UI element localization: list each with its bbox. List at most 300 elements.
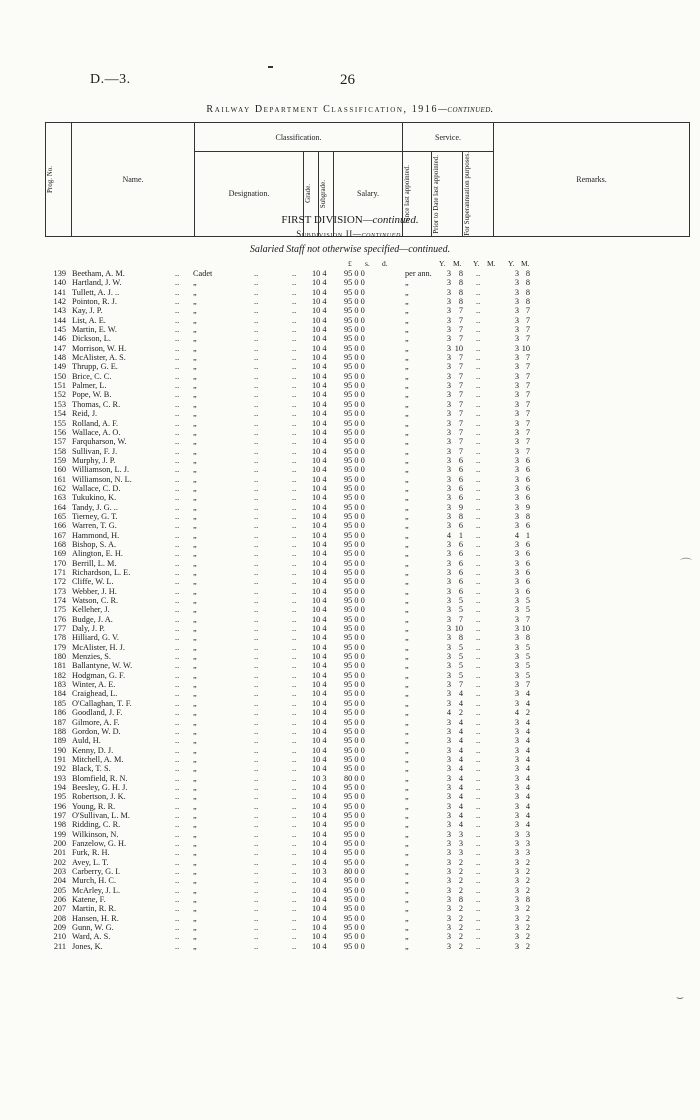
staff-name: Williamson, L. J. bbox=[72, 465, 130, 475]
superannuation-months: 7 bbox=[525, 353, 530, 363]
salary: 95 0 0 bbox=[344, 353, 365, 363]
leader-dots: .. bbox=[476, 932, 481, 942]
since-last-years: 3 bbox=[446, 539, 451, 549]
header-subgrade: Subgrade. bbox=[319, 152, 334, 237]
table-row bbox=[0, 633, 700, 642]
designation: „ bbox=[193, 708, 197, 718]
designation: „ bbox=[193, 483, 197, 493]
designation: „ bbox=[193, 792, 197, 802]
grade-subgrade: 10 4 bbox=[312, 633, 327, 643]
prog-number: 143 bbox=[53, 306, 66, 316]
table-row bbox=[0, 362, 700, 371]
superannuation-months: 7 bbox=[525, 399, 530, 409]
leader-dots: .. bbox=[254, 427, 259, 437]
since-last-months: 9 bbox=[458, 502, 463, 512]
since-last-years: 3 bbox=[446, 726, 451, 736]
superannuation-months: 7 bbox=[525, 315, 530, 325]
since-last-years: 3 bbox=[446, 502, 451, 512]
table-row bbox=[0, 792, 700, 801]
superannuation-years: 3 bbox=[514, 810, 519, 820]
table-row bbox=[0, 746, 700, 755]
staff-name: McAlister, A. S. bbox=[72, 353, 126, 363]
prog-number: 141 bbox=[53, 287, 66, 297]
salary: 95 0 0 bbox=[344, 278, 365, 288]
leader-dots: .. bbox=[292, 764, 297, 774]
leader-dots: .. bbox=[175, 614, 180, 624]
leader-dots: .. bbox=[476, 801, 481, 811]
superannuation-years: 3 bbox=[514, 661, 519, 671]
since-last-years: 3 bbox=[446, 362, 451, 372]
table-row bbox=[0, 577, 700, 586]
prog-number: 173 bbox=[53, 586, 66, 596]
unit-shilling: s. bbox=[365, 259, 370, 268]
prog-number: 207 bbox=[53, 904, 66, 914]
staff-suffix: —continued. bbox=[399, 244, 451, 255]
prog-number: 205 bbox=[53, 885, 66, 895]
since-last-months: 2 bbox=[458, 876, 463, 886]
superannuation-years: 3 bbox=[514, 820, 519, 830]
since-last-years: 3 bbox=[446, 521, 451, 531]
designation: „ bbox=[193, 306, 197, 316]
leader-dots: .. bbox=[254, 689, 259, 699]
superannuation-months: 10 bbox=[521, 624, 530, 634]
since-last-months: 4 bbox=[458, 773, 463, 783]
salary-period: „ bbox=[405, 511, 409, 521]
grade-subgrade: 10 4 bbox=[312, 642, 327, 652]
leader-dots: .. bbox=[254, 343, 259, 353]
staff-name: Brice, C. C. bbox=[72, 371, 112, 381]
grade-subgrade: 10 4 bbox=[312, 549, 327, 559]
since-last-years: 3 bbox=[446, 680, 451, 690]
staff-name: Hansen, H. R. bbox=[72, 913, 119, 923]
superannuation-months: 7 bbox=[525, 418, 530, 428]
superannuation-years: 3 bbox=[514, 549, 519, 559]
leader-dots: .. bbox=[175, 867, 180, 876]
staff-name: Warren, T. G. bbox=[72, 521, 117, 531]
designation: „ bbox=[193, 820, 197, 830]
prog-number: 150 bbox=[53, 371, 66, 381]
leader-dots: .. bbox=[476, 661, 481, 671]
staff-name: Goodland, J. F. bbox=[72, 708, 123, 718]
designation: „ bbox=[193, 913, 197, 923]
leader-dots: .. bbox=[476, 923, 481, 933]
grade-subgrade: 10 4 bbox=[312, 325, 327, 335]
superannuation-years: 3 bbox=[514, 521, 519, 531]
salary-period: „ bbox=[405, 848, 409, 858]
superannuation-years: 3 bbox=[514, 801, 519, 811]
leader-dots: .. bbox=[254, 446, 259, 456]
grade-subgrade: 10 4 bbox=[312, 334, 327, 344]
leader-dots: .. bbox=[292, 754, 297, 764]
leader-dots: .. bbox=[175, 633, 180, 643]
since-last-years: 3 bbox=[446, 717, 451, 727]
table-row bbox=[0, 708, 700, 717]
leader-dots: .. bbox=[292, 596, 297, 606]
salary-period: „ bbox=[405, 521, 409, 531]
designation: „ bbox=[193, 614, 197, 624]
unit-years-super: Y. bbox=[508, 259, 515, 268]
staff-name: Murphy, J. P. bbox=[72, 455, 116, 465]
prog-number: 188 bbox=[53, 726, 66, 736]
superannuation-months: 7 bbox=[525, 371, 530, 381]
superannuation-years: 3 bbox=[514, 792, 519, 802]
leader-dots: .. bbox=[292, 269, 297, 278]
leader-dots: .. bbox=[292, 680, 297, 690]
leader-dots: .. bbox=[292, 941, 297, 951]
leader-dots: .. bbox=[476, 838, 481, 848]
salary: 95 0 0 bbox=[344, 923, 365, 933]
superannuation-years: 3 bbox=[514, 624, 519, 634]
superannuation-years: 3 bbox=[514, 754, 519, 764]
table-row bbox=[0, 596, 700, 605]
salary: 95 0 0 bbox=[344, 838, 365, 848]
superannuation-months: 4 bbox=[525, 820, 530, 830]
leader-dots: .. bbox=[254, 409, 259, 419]
since-last-years: 3 bbox=[446, 736, 451, 746]
leader-dots: .. bbox=[254, 306, 259, 316]
grade-subgrade: 10 4 bbox=[312, 895, 327, 905]
table-row bbox=[0, 587, 700, 596]
grade-subgrade: 10 4 bbox=[312, 904, 327, 914]
since-last-years: 3 bbox=[446, 867, 451, 876]
leader-dots: .. bbox=[476, 371, 481, 381]
prog-number: 181 bbox=[53, 661, 66, 671]
salary-period: „ bbox=[405, 381, 409, 391]
leader-dots: .. bbox=[254, 857, 259, 867]
leader-dots: .. bbox=[292, 427, 297, 437]
superannuation-months: 6 bbox=[525, 558, 530, 568]
prog-number: 175 bbox=[53, 605, 66, 615]
table-row bbox=[0, 484, 700, 493]
superannuation-months: 6 bbox=[525, 577, 530, 587]
superannuation-months: 4 bbox=[525, 773, 530, 783]
table-row bbox=[0, 718, 700, 727]
salary: 95 0 0 bbox=[344, 586, 365, 596]
superannuation-months: 6 bbox=[525, 539, 530, 549]
leader-dots: .. bbox=[254, 941, 259, 951]
table-row bbox=[0, 727, 700, 736]
grade-subgrade: 10 4 bbox=[312, 596, 327, 606]
prog-number: 144 bbox=[53, 315, 66, 325]
superannuation-months: 8 bbox=[525, 287, 530, 297]
leader-dots: .. bbox=[476, 913, 481, 923]
since-last-months: 4 bbox=[458, 689, 463, 699]
leader-dots: .. bbox=[254, 437, 259, 447]
salary: 95 0 0 bbox=[344, 455, 365, 465]
superannuation-years: 3 bbox=[514, 371, 519, 381]
leader-dots: .. bbox=[292, 624, 297, 634]
salary: 80 0 0 bbox=[344, 867, 365, 876]
prog-number: 153 bbox=[53, 399, 66, 409]
prog-number: 182 bbox=[53, 670, 66, 680]
superannuation-months: 4 bbox=[525, 736, 530, 746]
grade-subgrade: 10 4 bbox=[312, 530, 327, 540]
superannuation-months: 2 bbox=[525, 857, 530, 867]
since-last-months: 5 bbox=[458, 596, 463, 606]
since-last-months: 4 bbox=[458, 726, 463, 736]
leader-dots: .. bbox=[254, 362, 259, 372]
since-last-years: 3 bbox=[446, 857, 451, 867]
leader-dots: .. bbox=[476, 596, 481, 606]
salary: 95 0 0 bbox=[344, 306, 365, 316]
grade-subgrade: 10 4 bbox=[312, 586, 327, 596]
staff-name: Gilmore, A. F. bbox=[72, 717, 120, 727]
superannuation-months: 5 bbox=[525, 596, 530, 606]
superannuation-years: 4 bbox=[514, 530, 519, 540]
since-last-years: 3 bbox=[446, 399, 451, 409]
staff-name: Morrison, W. H. bbox=[72, 343, 127, 353]
salary-period: „ bbox=[405, 586, 409, 596]
salary-period: „ bbox=[405, 642, 409, 652]
superannuation-months: 3 bbox=[525, 838, 530, 848]
leader-dots: .. bbox=[254, 530, 259, 540]
leader-dots: .. bbox=[254, 474, 259, 484]
leader-dots: .. bbox=[175, 343, 180, 353]
leader-dots: .. bbox=[175, 726, 180, 736]
grade-subgrade: 10 4 bbox=[312, 652, 327, 662]
since-last-months: 10 bbox=[454, 624, 463, 634]
prog-number: 172 bbox=[53, 577, 66, 587]
superannuation-years: 3 bbox=[514, 633, 519, 643]
subdivision-heading bbox=[0, 229, 700, 239]
salary: 95 0 0 bbox=[344, 530, 365, 540]
leader-dots: .. bbox=[292, 642, 297, 652]
designation: Cadet bbox=[193, 269, 213, 278]
table-row bbox=[0, 437, 700, 446]
since-last-years: 3 bbox=[446, 269, 451, 278]
superannuation-months: 8 bbox=[525, 633, 530, 643]
leader-dots: .. bbox=[476, 717, 481, 727]
designation: „ bbox=[193, 698, 197, 708]
designation: „ bbox=[193, 829, 197, 839]
table-row bbox=[0, 904, 700, 913]
subdivision-title: Subdivision II bbox=[296, 229, 353, 239]
leader-dots: .. bbox=[254, 726, 259, 736]
leader-dots: .. bbox=[254, 381, 259, 391]
since-last-months: 7 bbox=[458, 409, 463, 419]
designation: „ bbox=[193, 427, 197, 437]
grade-subgrade: 10 4 bbox=[312, 511, 327, 521]
leader-dots: .. bbox=[254, 652, 259, 662]
leader-dots: .. bbox=[292, 605, 297, 615]
leader-dots: .. bbox=[254, 773, 259, 783]
superannuation-years: 3 bbox=[514, 381, 519, 391]
superannuation-months: 7 bbox=[525, 427, 530, 437]
leader-dots: .. bbox=[254, 792, 259, 802]
table-row bbox=[0, 886, 700, 895]
leader-dots: .. bbox=[175, 745, 180, 755]
leader-dots: .. bbox=[476, 754, 481, 764]
since-last-years: 3 bbox=[446, 838, 451, 848]
leader-dots: .. bbox=[292, 446, 297, 456]
table-row bbox=[0, 493, 700, 502]
header-remarks: Remarks. bbox=[494, 123, 690, 237]
leader-dots: .. bbox=[175, 455, 180, 465]
leader-dots: .. bbox=[254, 558, 259, 568]
grade-subgrade: 10 4 bbox=[312, 465, 327, 475]
leader-dots: .. bbox=[254, 390, 259, 400]
since-last-months: 7 bbox=[458, 325, 463, 335]
designation: „ bbox=[193, 465, 197, 475]
salary-period: „ bbox=[405, 399, 409, 409]
since-last-months: 2 bbox=[458, 923, 463, 933]
salary: 95 0 0 bbox=[344, 325, 365, 335]
staff-name: Farquharson, W. bbox=[72, 437, 127, 447]
prog-number: 162 bbox=[53, 483, 66, 493]
table-row bbox=[0, 680, 700, 689]
leader-dots: .. bbox=[292, 698, 297, 708]
staff-name: Martin, E. W. bbox=[72, 325, 117, 335]
table-row bbox=[0, 419, 700, 428]
prog-number: 191 bbox=[53, 754, 66, 764]
leader-dots: .. bbox=[476, 343, 481, 353]
leader-dots: .. bbox=[175, 325, 180, 335]
salary-period: „ bbox=[405, 530, 409, 540]
prog-number: 145 bbox=[53, 325, 66, 335]
leader-dots: .. bbox=[175, 782, 180, 792]
salary: 95 0 0 bbox=[344, 848, 365, 858]
prog-number: 202 bbox=[53, 857, 66, 867]
leader-dots: .. bbox=[175, 885, 180, 895]
leader-dots: .. bbox=[175, 829, 180, 839]
superannuation-months: 2 bbox=[525, 904, 530, 914]
salary: 95 0 0 bbox=[344, 474, 365, 484]
prog-number: 159 bbox=[53, 455, 66, 465]
leader-dots: .. bbox=[292, 343, 297, 353]
since-last-months: 4 bbox=[458, 764, 463, 774]
grade-subgrade: 10 4 bbox=[312, 923, 327, 933]
table-row bbox=[0, 344, 700, 353]
prog-number: 171 bbox=[53, 568, 66, 577]
salary-period: „ bbox=[405, 437, 409, 447]
designation: „ bbox=[193, 437, 197, 447]
salary-period: „ bbox=[405, 754, 409, 764]
grade-subgrade: 10 4 bbox=[312, 315, 327, 325]
designation: „ bbox=[193, 895, 197, 905]
salary: 95 0 0 bbox=[344, 670, 365, 680]
grade-subgrade: 10 4 bbox=[312, 483, 327, 493]
salary: 95 0 0 bbox=[344, 633, 365, 643]
designation: „ bbox=[193, 297, 197, 307]
unit-months-prior: M. bbox=[487, 259, 496, 268]
table-row bbox=[0, 867, 700, 876]
designation: „ bbox=[193, 409, 197, 419]
table-row bbox=[0, 269, 700, 278]
salary: 95 0 0 bbox=[344, 652, 365, 662]
since-last-months: 4 bbox=[458, 801, 463, 811]
grade-subgrade: 10 4 bbox=[312, 754, 327, 764]
division-title: FIRST DIVISION bbox=[281, 214, 363, 226]
leader-dots: .. bbox=[292, 895, 297, 905]
grade-subgrade: 10 4 bbox=[312, 427, 327, 437]
leader-dots: .. bbox=[476, 829, 481, 839]
since-last-years: 3 bbox=[446, 493, 451, 503]
superannuation-months: 2 bbox=[525, 923, 530, 933]
since-last-months: 7 bbox=[458, 353, 463, 363]
prog-number: 139 bbox=[53, 269, 66, 278]
staff-name: Kenny, D. J. bbox=[72, 745, 114, 755]
prog-number: 204 bbox=[53, 876, 66, 886]
table-row bbox=[0, 353, 700, 362]
since-last-months: 5 bbox=[458, 670, 463, 680]
salary-period: „ bbox=[405, 745, 409, 755]
designation: „ bbox=[193, 661, 197, 671]
leader-dots: .. bbox=[292, 399, 297, 409]
since-last-years: 3 bbox=[446, 381, 451, 391]
since-last-months: 5 bbox=[458, 605, 463, 615]
salary: 95 0 0 bbox=[344, 577, 365, 587]
grade-subgrade: 10 4 bbox=[312, 829, 327, 839]
leader-dots: .. bbox=[175, 736, 180, 746]
prog-number: 185 bbox=[53, 698, 66, 708]
grade-subgrade: 10 4 bbox=[312, 418, 327, 428]
leader-dots: .. bbox=[254, 932, 259, 942]
superannuation-years: 3 bbox=[514, 764, 519, 774]
leader-dots: .. bbox=[254, 399, 259, 409]
staff-name: Black, T. S. bbox=[72, 764, 111, 774]
leader-dots: .. bbox=[254, 661, 259, 671]
since-last-years: 3 bbox=[446, 885, 451, 895]
superannuation-years: 3 bbox=[514, 773, 519, 783]
prog-number: 157 bbox=[53, 437, 66, 447]
designation: „ bbox=[193, 521, 197, 531]
since-last-years: 3 bbox=[446, 614, 451, 624]
leader-dots: .. bbox=[292, 549, 297, 559]
since-last-years: 3 bbox=[446, 754, 451, 764]
staff-name: McArley, J. L. bbox=[72, 885, 121, 895]
salary: 95 0 0 bbox=[344, 521, 365, 531]
table-row bbox=[0, 839, 700, 848]
leader-dots: .. bbox=[476, 605, 481, 615]
superannuation-months: 8 bbox=[525, 895, 530, 905]
salary: 95 0 0 bbox=[344, 371, 365, 381]
superannuation-years: 3 bbox=[514, 932, 519, 942]
leader-dots: .. bbox=[476, 642, 481, 652]
leader-dots: .. bbox=[254, 297, 259, 307]
leader-dots: .. bbox=[292, 390, 297, 400]
staff-name: Reid, J. bbox=[72, 409, 98, 419]
leader-dots: .. bbox=[292, 297, 297, 307]
staff-table-body bbox=[0, 269, 700, 951]
staff-heading bbox=[0, 244, 700, 255]
designation: „ bbox=[193, 876, 197, 886]
grade-subgrade: 10 4 bbox=[312, 820, 327, 830]
staff-name: Hammond, H. bbox=[72, 530, 120, 540]
salary-period: „ bbox=[405, 782, 409, 792]
since-last-years: 3 bbox=[446, 923, 451, 933]
grade-subgrade: 10 4 bbox=[312, 381, 327, 391]
staff-title: Salaried Staff not otherwise specified bbox=[249, 244, 400, 255]
since-last-years: 3 bbox=[446, 446, 451, 456]
prog-number: 195 bbox=[53, 792, 66, 802]
grade-subgrade: 10 4 bbox=[312, 726, 327, 736]
division-heading bbox=[0, 214, 700, 226]
grade-subgrade: 10 4 bbox=[312, 353, 327, 363]
superannuation-months: 6 bbox=[525, 521, 530, 531]
table-row bbox=[0, 615, 700, 624]
grade-subgrade: 10 4 bbox=[312, 269, 327, 278]
since-last-years: 3 bbox=[446, 670, 451, 680]
header-superannuation: For Superannuation purposes. bbox=[463, 152, 494, 237]
staff-name: Beesley, G. H. J. bbox=[72, 782, 128, 792]
superannuation-years: 3 bbox=[514, 867, 519, 876]
leader-dots: .. bbox=[175, 932, 180, 942]
since-last-years: 3 bbox=[446, 661, 451, 671]
leader-dots: .. bbox=[476, 782, 481, 792]
leader-dots: .. bbox=[292, 810, 297, 820]
superannuation-months: 8 bbox=[525, 297, 530, 307]
staff-name: Murch, H. C. bbox=[72, 876, 117, 886]
